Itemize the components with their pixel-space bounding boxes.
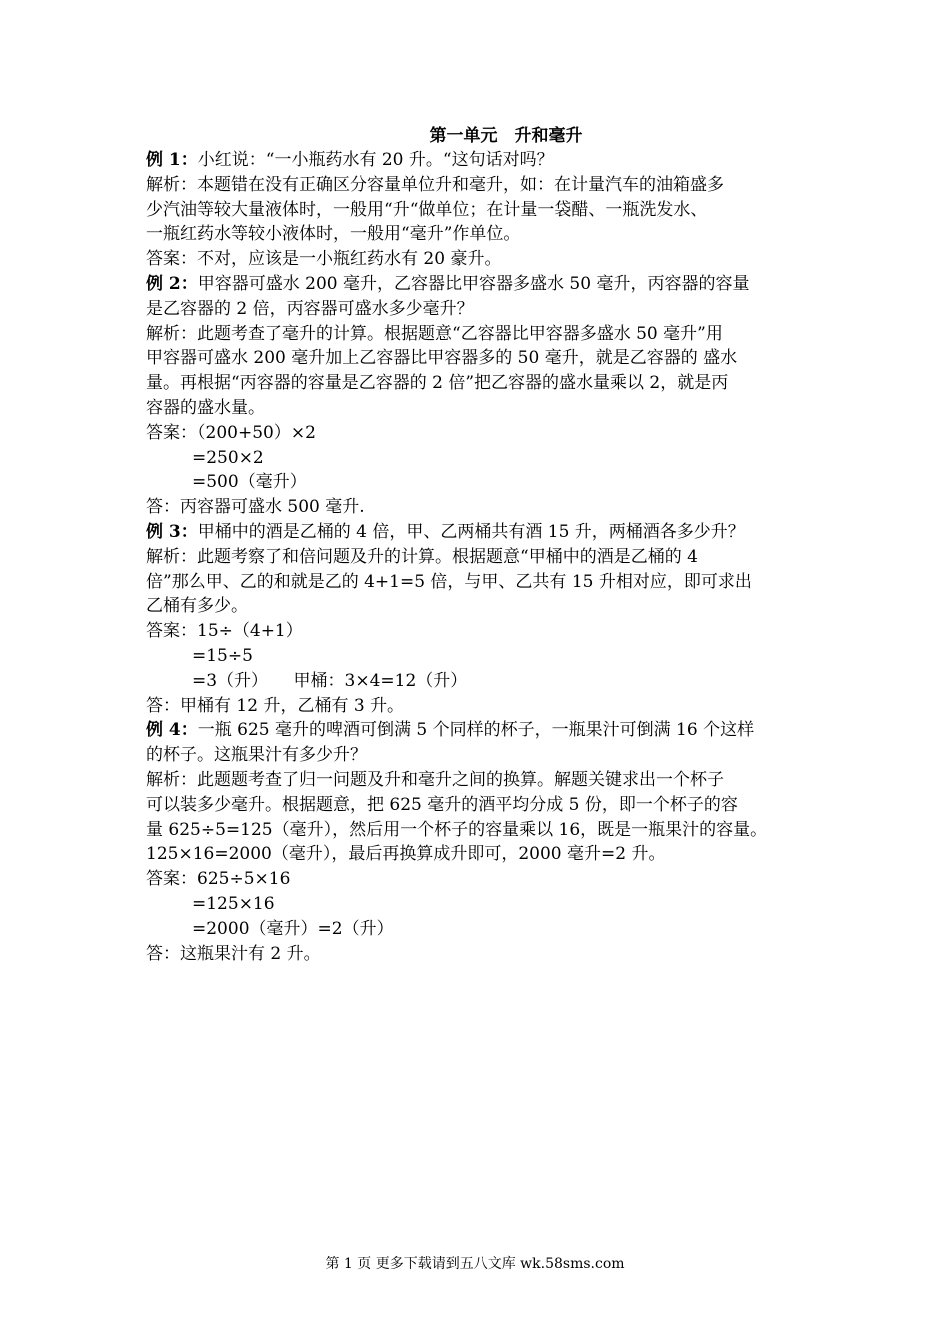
calc-step: =3（升） 甲桶：3×4=12（升） xyxy=(192,670,468,691)
example-4 xyxy=(146,718,826,966)
calc-step: =250×2 xyxy=(192,447,264,468)
final-answer: 答：丙容器可盛水 500 毫升. xyxy=(146,497,365,518)
example-3 xyxy=(146,520,826,718)
analysis-line: 量。再根据“丙容器的容量是乙容器的 2 倍”把乙容器的盛水量乘以 2，就是丙 xyxy=(146,373,729,394)
analysis-line: 解析：此题考察了和倍问题及升的计算。根据题意“甲桶中的酒是乙桶的 4 xyxy=(146,546,698,567)
answer-line: 答案：（200+50）×2 xyxy=(146,422,316,443)
example-label: 例 3： xyxy=(146,521,198,542)
final-answer: 答：甲桶有 12 升，乙桶有 3 升。 xyxy=(146,695,405,716)
analysis-line: 少汽油等较大量液体时，一般用“升“做单位；在计量一袋醋、一瓶洗发水、 xyxy=(146,199,708,220)
analysis-line: 倍”那么甲、乙的和就是乙的 4+1=5 倍，与甲、乙共有 15 升相对应，即可求出 xyxy=(146,571,752,592)
example-label: 例 1： xyxy=(146,150,198,170)
page-title: 第一单元 升和毫升 xyxy=(429,126,583,146)
example-1 xyxy=(146,148,826,272)
example-label: 例 2： xyxy=(146,273,198,294)
example-label: 例 4： xyxy=(146,720,198,741)
final-answer: 答：这瓶果汁有 2 升。 xyxy=(146,943,321,964)
example-question-line: 是乙容器的 2 倍，丙容器可盛水多少毫升？ xyxy=(146,298,474,319)
example-question-line: 例 1：小红说：“一小瓶药水有 20 升。“这句话对吗？ xyxy=(146,150,554,170)
analysis-line: 解析：此题题考查了归一问题及升和毫升之间的换算。解题关键求出一个杯子 xyxy=(146,769,724,790)
calc-step: =125×16 xyxy=(192,893,275,914)
calc-step: =15÷5 xyxy=(192,645,253,666)
analysis-line: 可以装多少毫升。根据题意，把 625 毫升的酒平均分成 5 份，即一个杯子的容 xyxy=(146,794,738,815)
analysis-line: 乙桶有多少。 xyxy=(146,596,248,617)
analysis-line: 解析：此题考查了毫升的计算。根据题意“乙容器比甲容器多盛水 50 毫升”用 xyxy=(146,323,723,344)
answer-line: 答案：15÷（4+1） xyxy=(146,621,303,642)
analysis-line: 容器的盛水量。 xyxy=(146,397,265,418)
analysis-line: 125×16=2000（毫升），最后再换算成升即可，2000 毫升=2 升。 xyxy=(146,844,666,865)
answer-line: 答案：不对，应该是一小瓶红药水有 20 豪升。 xyxy=(146,249,502,270)
example-question-line: 例 3：甲桶中的酒是乙桶的 4 倍，甲、乙两桶共有酒 15 升，两桶酒各多少升？ xyxy=(146,521,745,542)
answer-line: 答案：625÷5×16 xyxy=(146,869,291,890)
analysis-line: 量 625÷5=125（毫升），然后用一个杯子的容量乘以 16，既是一瓶果汁的容量。 xyxy=(146,819,768,840)
calc-step: =500（毫升） xyxy=(192,472,307,493)
example-question-line: 例 4：一瓶 625 毫升的啤酒可倒满 5 个同样的杯子，一瓶果汁可倒满 16 个这样 xyxy=(146,720,755,741)
example-2 xyxy=(146,272,826,520)
example-question-line: 的杯子。这瓶果汁有多少升？ xyxy=(146,745,367,766)
example-question-line: 例 2：甲容器可盛水 200 毫升，乙容器比甲容器多盛水 50 毫升，丙容器的容量 xyxy=(146,273,750,294)
analysis-line: 解析：本题错在没有正确区分容量单位升和毫升，如：在计量汽车的油箱盛多 xyxy=(146,174,724,195)
analysis-line: 甲容器可盛水 200 毫升加上乙容器比甲容器多的 50 毫升，就是乙容器的 盛水 xyxy=(146,348,738,369)
calc-step: =2000（毫升）=2（升） xyxy=(192,918,394,939)
page-footer: 第 1 页 更多下载请到五八文库 wk.58sms.com xyxy=(325,1256,625,1272)
analysis-line: 一瓶红药水等较小液体时，一般用“毫升”作单位。 xyxy=(146,224,521,245)
document-page xyxy=(146,124,826,966)
